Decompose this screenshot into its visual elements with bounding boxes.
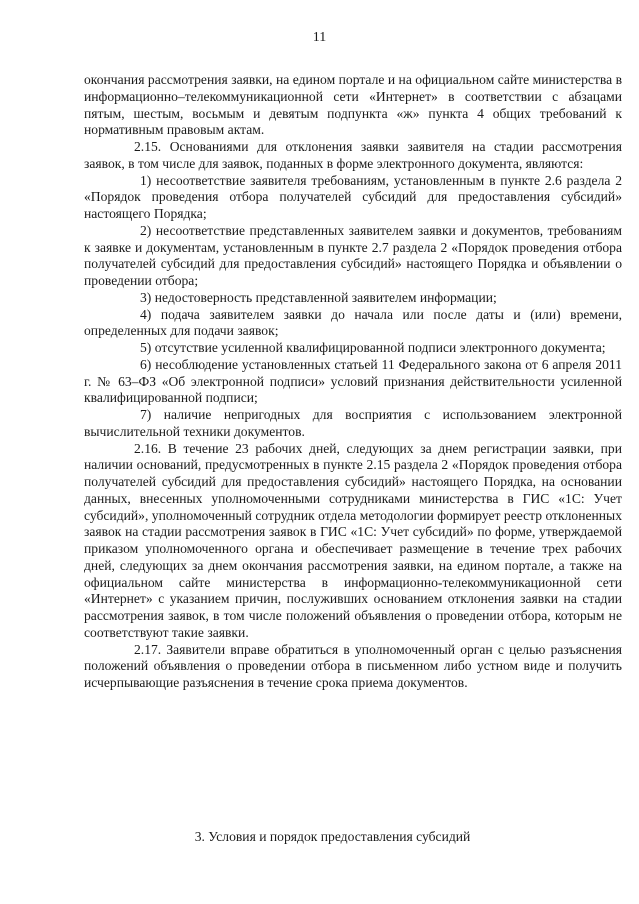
document-body [84,72,622,692]
paragraph-continuation: окончания рассмотрения заявки, на едином портале и на официальном сайте министерства в информационно–телекоммуникационной сети «Интернет» в соответствии с абзацами пятым, шестым, восьмым и девятым подпункта «ж» пункта 4 общих требований к нормативным правовым актам. [84,72,622,138]
list-item-5: 5) отсутствие усиленной квалифицированной подписи электронного документа; [140,340,606,355]
list-item-7: 7) наличие непригодных для восприятия с использованием электронной вычислительной техники документов. [84,407,622,439]
paragraph-2-16: 2.16. В течение 23 рабочих дней, следующих за днем регистрации заявки, при наличии оснований, предусмотренных в пункте 2.15 раздела 2 «Порядок проведения отбора получателей субсидий для предоставления субсидий» настоящего Порядка, на основании данных, внесенных уполномоченными сотрудниками министерства в ГИС «1С: Учет субсидий», уполномоченный сотрудник отдела методологии формирует реестр отклоненных заявок на стадии рассмотрения заявок в ГИС «1С: Учет субсидий» по форме, утверждаемой приказом уполномоченного органа и обеспечивает размещение в течение трех рабочих дней, следующих за днем окончания рассмотрения заявки, на едином портале, а также на официальном сайте министерства в информационно-телекоммуникационной сети «Интернет» с указанием причин, послуживших основанием отклонения заявки на стадии рассмотрения заявок, в том числе положений объявления о проведении отбора, которым не соответствуют такие заявки. [84,440,622,640]
list-item-4: 4) подача заявителем заявки до начала или после даты и (или) времени, определенных для подачи заявок; [84,306,622,339]
list-item-1: 1) несоответствие заявителя требованиям, установленным в пункте 2.6 раздела 2 «Порядок проведения отбора получателей субсидий для предоставления субсидий» настоящего Порядка; [84,172,622,221]
paragraph-2-15: 2.15. Основаниями для отклонения заявки заявителя на стадии рассмотрения заявок, в том числе для заявок, поданных в форме электронного документа, являются: [84,139,622,171]
section-heading: 3. Условия и порядок предоставления субсидий [194,829,471,844]
list-item-3: 3) недостоверность представленной заявителем информации; [140,289,497,305]
page-number: 11 [312,30,327,45]
list-item-2: 2) несоответствие представленных заявителем заявки и документов, требованиям к заявке и документам, установленным в пункте 2.7 раздела 2 «Порядок проведения отбора получателей субсидий для предоставления субсидий» настоящего Порядка и объявлении о проведении отбора; [84,222,622,288]
list-item-6: 6) несоблюдение установленных статьей 11 Федерального закона от 6 апреля 2011 г. № 63–ФЗ «Об электронной подписи» условий признания действительности усиленной квалифицированной подписи; [84,356,622,406]
paragraph-2-17: 2.17. Заявители вправе обратиться в уполномоченный орган с целью разъяснения положений объявления о проведении отбора в письменном либо устном виде и получить исчерпывающие разъяснения в течение срока приема документов. [84,641,622,690]
